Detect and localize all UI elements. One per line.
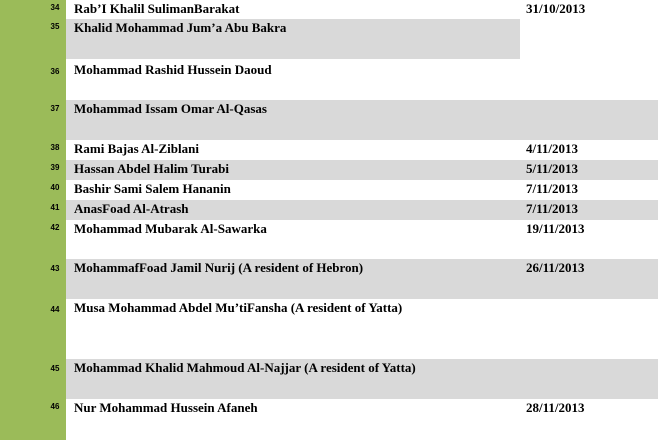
person-name: Bashir Sami Salem Hananin bbox=[74, 181, 231, 196]
date-cell: 28/11/2013 bbox=[526, 400, 585, 415]
table-row bbox=[0, 359, 658, 399]
person-name: Rami Bajas Al-Ziblani bbox=[74, 141, 199, 156]
table-row bbox=[0, 19, 658, 59]
person-name: Musa Mohammad Abdel Mu’tiFansha (A resident of Yatta) bbox=[74, 300, 403, 315]
row-number: 40 bbox=[50, 183, 60, 192]
date-cell: 7/11/2013 bbox=[526, 181, 579, 196]
table-row bbox=[0, 160, 658, 180]
date-cell: 19/11/2013 bbox=[526, 221, 585, 236]
row-number: 41 bbox=[50, 203, 60, 212]
table-row bbox=[0, 140, 658, 160]
person-name: Mohammad Khalid Mahmoud Al-Najjar (A resident of Yatta) bbox=[74, 360, 416, 375]
table-row bbox=[0, 399, 658, 440]
table-row bbox=[0, 299, 658, 359]
person-name: Rab’I Khalil SulimanBarakat bbox=[74, 1, 240, 16]
person-name: Khalid Mohammad Jum’a Abu Bakra bbox=[74, 20, 287, 35]
person-name: AnasFoad Al-Atrash bbox=[74, 201, 189, 216]
date-cell: 4/11/2013 bbox=[526, 141, 579, 156]
table-row bbox=[0, 100, 658, 140]
row-number: 45 bbox=[50, 364, 60, 373]
row-number: 43 bbox=[50, 264, 60, 273]
row-number: 35 bbox=[50, 22, 60, 31]
row-number: 46 bbox=[50, 402, 60, 411]
row-number: 42 bbox=[50, 223, 60, 232]
date-cell: 7/11/2013 bbox=[526, 201, 579, 216]
date-cell: 5/11/2013 bbox=[526, 161, 579, 176]
row-number: 39 bbox=[50, 163, 60, 172]
person-name: Mohammad Issam Omar Al-Qasas bbox=[74, 101, 267, 116]
person-name: Hassan Abdel Halim Turabi bbox=[74, 161, 229, 176]
table-row bbox=[0, 259, 658, 299]
date-cell: 26/11/2013 bbox=[526, 260, 585, 275]
person-name: Nur Mohammad Hussein Afaneh bbox=[74, 400, 258, 415]
row-number: 37 bbox=[50, 104, 60, 113]
table-row bbox=[0, 0, 658, 19]
person-name: MohammafFoad Jamil Nurij (A resident of Hebron) bbox=[74, 260, 364, 275]
table-row bbox=[0, 180, 658, 200]
row-number: 44 bbox=[50, 305, 60, 314]
person-name: Mohammad Mubarak Al-Sawarka bbox=[74, 221, 267, 236]
table-row bbox=[0, 220, 658, 259]
table-row bbox=[0, 59, 658, 100]
person-name: Mohammad Rashid Hussein Daoud bbox=[74, 62, 272, 77]
row-number: 34 bbox=[50, 3, 60, 12]
row-number: 36 bbox=[50, 67, 60, 76]
date-cell: 31/10/2013 bbox=[526, 1, 586, 16]
row-number: 38 bbox=[50, 143, 60, 152]
table-row bbox=[0, 200, 658, 220]
